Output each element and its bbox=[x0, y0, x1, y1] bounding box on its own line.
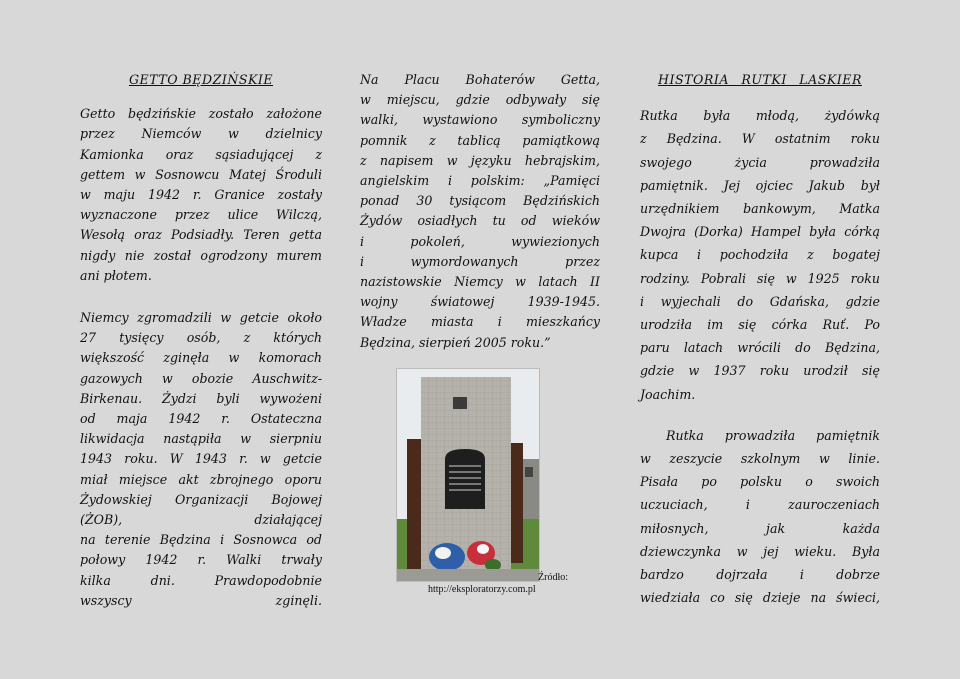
text-line: angielskim i polskim: „Pamięci bbox=[360, 173, 600, 189]
text-line: w miejscu, gdzie odbywały się bbox=[360, 92, 600, 108]
text-line: wojny światowej 1939-1945. bbox=[360, 294, 600, 310]
text-line: w zeszycie szkolnym w linie. bbox=[640, 451, 880, 467]
text-line: miał miejsce akt zbrojnego oporu bbox=[80, 471, 322, 487]
text-line: gazowych w obozie Auschwitz- bbox=[80, 370, 322, 386]
text-line: Dwojra (Dorka) Hampel była córką bbox=[640, 224, 880, 240]
text-line: urzędnikiem bankowym, Matka bbox=[640, 201, 880, 217]
text-line: Żydów osiadłych tu od wieków bbox=[360, 213, 600, 229]
photo-source-url: http://eksploratorzy.com.pl bbox=[428, 584, 536, 595]
text-line: od maja 1942 r. Ostateczna bbox=[80, 411, 322, 427]
text-line: swojego życia prowadziła bbox=[640, 154, 880, 170]
text-line: Niemcy zgromadzili w getcie około bbox=[80, 310, 322, 326]
text-line: dziewczynka w jej wieku. Była bbox=[640, 543, 880, 559]
text-line: z napisem w języku hebrajskim, bbox=[360, 152, 600, 168]
monument-photo bbox=[396, 368, 540, 582]
text-line: 27 tysięcy osób, z których bbox=[80, 330, 322, 346]
text-line: nigdy nie został ogrodzony murem bbox=[80, 247, 322, 263]
right-paragraph-2 bbox=[640, 424, 880, 610]
text-line: (ŻOB), działającej bbox=[80, 512, 322, 528]
text-line: walki, wystawiono symboliczny bbox=[360, 112, 600, 128]
text-line: Władze miasta i mieszkańcy bbox=[360, 314, 600, 330]
text-line: Joachim. bbox=[640, 386, 696, 402]
text-line: ponad 30 tysiącom Będzińskich bbox=[360, 193, 600, 209]
text-line: w maju 1942 r. Granice zostały bbox=[80, 187, 322, 203]
text-line: paru latach wrócili do Będzina, bbox=[640, 340, 880, 356]
photo-source-label: Źródło: bbox=[538, 572, 568, 583]
text-line: Na Placu Bohaterów Getta, bbox=[360, 72, 600, 87]
text-line: likwidacja nastąpiła w sierpniu bbox=[80, 431, 322, 447]
right-column bbox=[640, 70, 880, 609]
text-line: Będzina, sierpień 2005 roku.” bbox=[360, 334, 551, 350]
text-line: kilka dni. Prawdopodobnie bbox=[80, 572, 322, 588]
text-line: gdzie w 1937 roku urodził się bbox=[640, 363, 880, 379]
text-line: i pokoleń, wywiezionych bbox=[360, 233, 600, 249]
text-line: miłosnych, jak każda bbox=[640, 520, 880, 536]
text-line: Rutka prowadziła pamiętnik bbox=[666, 427, 880, 443]
text-line: przez Niemców w dzielnicy bbox=[80, 126, 322, 142]
text-line: Rutka była młodą, żydówką bbox=[640, 108, 880, 124]
text-line: ani płotem. bbox=[80, 267, 152, 283]
text-line: i wymordowanych przez bbox=[360, 253, 600, 269]
text-line: i wyjechali do Gdańska, gdzie bbox=[640, 293, 880, 309]
right-paragraph-1 bbox=[640, 104, 880, 406]
text-line: Żydowskiej Organizacji Bojowej bbox=[80, 491, 322, 507]
text-line: z Będzina. W ostatnim roku bbox=[640, 131, 880, 147]
text-line: rodziny. Pobrali się w 1925 roku bbox=[640, 270, 880, 286]
text-line: urodziła im się córka Ruť. Po bbox=[640, 317, 880, 333]
text-line: pomnik z tablicą pamiątkową bbox=[360, 132, 600, 148]
text-line: bardzo dojrzała i dobrze bbox=[640, 567, 880, 583]
text-line: wszyscy zginęli. bbox=[80, 592, 322, 608]
text-line: większość zginęła w komorach bbox=[80, 350, 322, 366]
middle-column bbox=[360, 70, 600, 353]
text-line: wyznaczone przez ulice Wilczą, bbox=[80, 207, 322, 223]
text-line: Wesołą oraz Podsiadły. Teren getta bbox=[80, 227, 322, 243]
text-line: gettem w Sosnowcu Matej Środuli bbox=[80, 166, 322, 182]
text-line: Birkenau. Żydzi byli wywożeni bbox=[80, 390, 322, 406]
text-line: Pisała po polsku o swoich bbox=[640, 474, 880, 490]
text-line: kupca i pochodziła z bogatej bbox=[640, 247, 880, 263]
text-line: Kamionka oraz sąsiadującej z bbox=[80, 146, 322, 162]
text-line: Getto będzińskie zostało założone bbox=[80, 106, 322, 122]
left-heading: GETTO BĘDZIŃSKIE bbox=[128, 72, 274, 87]
left-paragraph-2 bbox=[80, 308, 322, 611]
text-line: połowy 1942 r. Walki trwały bbox=[80, 552, 322, 568]
text-line: pamiętnik. Jej ojciec Jakub był bbox=[640, 177, 880, 193]
text-line: 1943 roku. W 1943 r. w getcie bbox=[80, 451, 322, 467]
right-heading: HISTORIA RUTKI LASKIER bbox=[658, 72, 862, 87]
text-line: uczuciach, i zauroczeniach bbox=[640, 497, 880, 513]
text-line: wiedziała co się dzieje na świeci, bbox=[640, 590, 880, 606]
text-line: nazistowskie Niemcy w latach II bbox=[360, 274, 600, 290]
left-paragraph-1 bbox=[80, 104, 322, 286]
left-column bbox=[80, 70, 322, 633]
text-line: na terenie Będzina i Sosnowca od bbox=[80, 532, 322, 548]
